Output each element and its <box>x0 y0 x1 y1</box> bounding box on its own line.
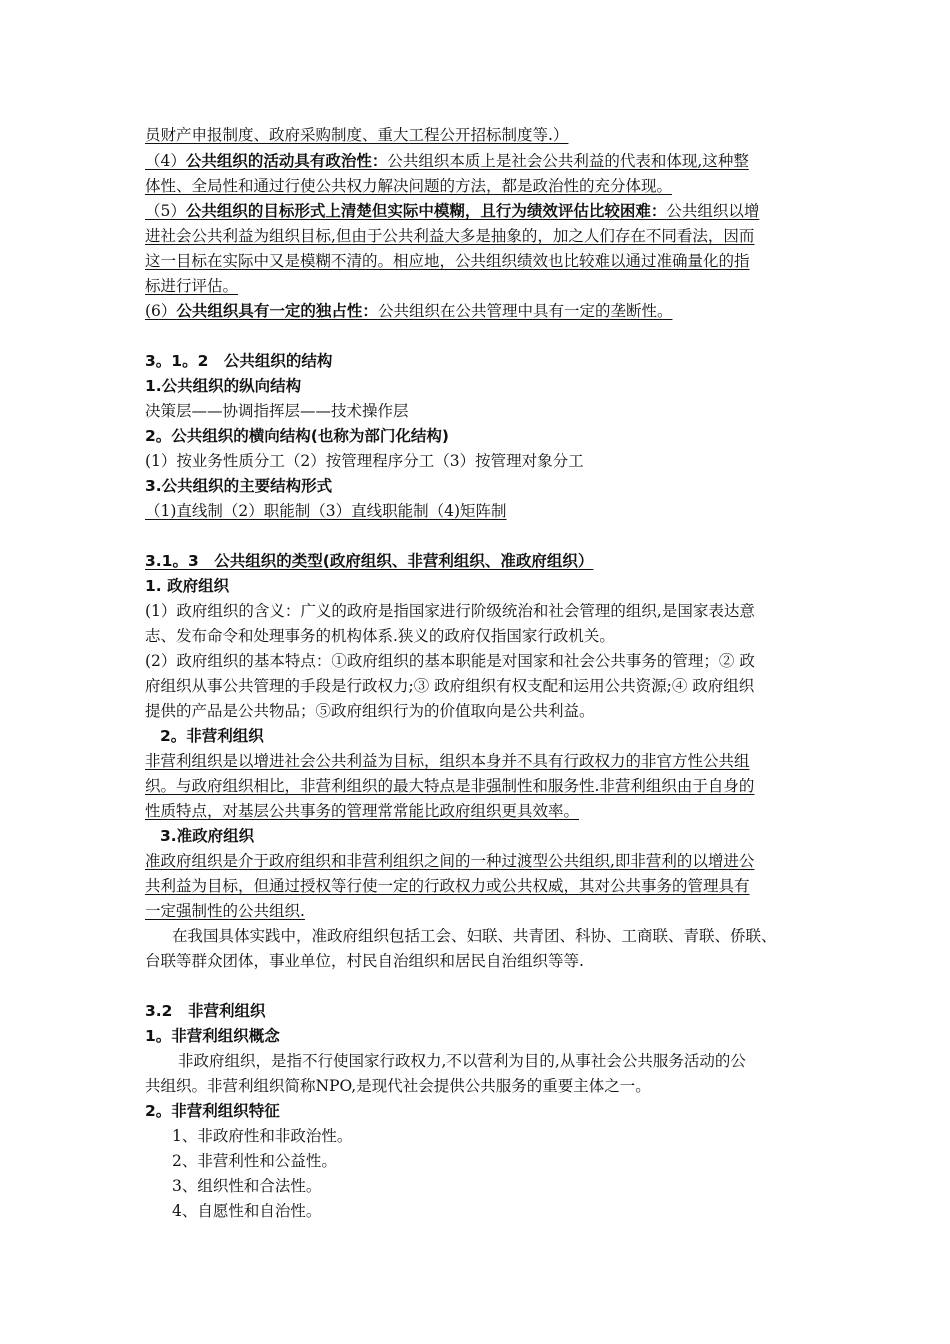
paragraph-5-line-1 <box>145 200 759 222</box>
text-line: (1）按业务性质分工（2）按管理程序分工（3）按管理对象分工 <box>145 452 584 470</box>
item-number: （5） <box>145 202 186 220</box>
list-item: 1、非政府性和非政治性。 <box>172 1127 353 1145</box>
text-line: 这一目标在实际中又是模糊不清的。相应地，公共组织绩效也比较难以通过准确量化的指 <box>145 252 750 270</box>
text-line: 志、发布命令和处理事务的机构体系.狭义的政府仅指国家行政机关。 <box>145 627 615 645</box>
text-span: 公共组织以增 <box>666 202 760 220</box>
item-number: (6） <box>145 302 177 320</box>
subheading: 3.公共组织的主要结构形式 <box>145 477 333 495</box>
paragraph-6-line-1 <box>145 300 672 322</box>
text-line: 共组织。非营利组织简称NPO,是现代社会提供公共服务的重要主体之一。 <box>145 1077 651 1095</box>
text-line: 共利益为目标，但通过授权等行使一定的行政权力或公共权威，其对公共事务的管理具有 <box>145 877 750 895</box>
text-line: 在我国具体实践中，准政府组织包括工会、妇联、共青团、科协、工商联、青联、侨联、 <box>172 927 777 945</box>
text-line: 非政府组织，是指不行使国家行政权力,不以营利为目的,从事社会公共服务活动的公 <box>178 1052 746 1070</box>
section-heading-32: 3.2 非营利组织 <box>145 1002 266 1020</box>
text-line: 性质特点，对基层公共事务的管理常常能比政府组织更具效率。 <box>145 802 580 820</box>
subheading: 1。非营利组织概念 <box>145 1027 280 1045</box>
text-line: 台联等群众团体，事业单位，村民自治组织和居民自治组织等等. <box>145 952 584 970</box>
list-item: 2、非营利性和公益性。 <box>172 1152 337 1170</box>
text-line: 提供的产品是公共物品；⑤政府组织行为的价值取向是公共利益。 <box>145 702 595 720</box>
paragraph-4-line-1 <box>145 150 749 172</box>
bold-term: 公共组织的活动具有政治性： <box>185 152 388 170</box>
text-line: 一定强制性的公共组织. <box>145 902 305 920</box>
bold-term: 公共组织具有一定的独占性： <box>176 302 378 320</box>
text-line: 进社会公共利益为组织目标,但由于公共利益大多是抽象的，加之人们存在不同看法，因而 <box>145 227 755 245</box>
text-line: 准政府组织是介于政府组织和非营利组织之间的一种过渡型公共组织,即非营利的以增进公 <box>145 852 755 870</box>
subheading: 1. 政府组织 <box>145 577 230 595</box>
text-span: 公共组织本质上是社会公共利益的代表和体现,这种整 <box>387 152 749 170</box>
subheading: 2。非营利组织 <box>160 727 264 745</box>
text-line: 标进行评估。 <box>145 277 239 295</box>
subheading: 1.公共组织的纵向结构 <box>145 377 302 395</box>
section-heading-313: 3.1。3 公共组织的类型(政府组织、非营利组织、准政府组织） <box>145 552 594 570</box>
text-line: 织。与政府组织相比，非营利组织的最大特点是非强制性和服务性.非营利组织由于自身的 <box>145 777 755 795</box>
list-item: 4、自愿性和自治性。 <box>172 1202 322 1220</box>
text-line: 府组织从事公共管理的手段是行政权力;③ 政府组织有权支配和运用公共资源;④ 政府组织 <box>145 677 755 695</box>
text-line: (1）政府组织的含义：广义的政府是指国家进行阶级统治和社会管理的组织,是国家表达意 <box>145 602 755 620</box>
text-line: (2）政府组织的基本特点：①政府组织的基本职能是对国家和社会公共事务的管理；② 政 <box>145 652 755 670</box>
subheading: 2。非营利组织特征 <box>145 1102 280 1120</box>
subheading: 2。公共组织的横向结构(也称为部门化结构) <box>145 427 449 445</box>
text-line: 员财产申报制度、政府采购制度、重大工程公开招标制度等.） <box>145 126 569 144</box>
text-line: 体性、全局性和通过行使公共权力解决问题的方法，都是政治性的充分体现。 <box>145 177 673 195</box>
text-line: 决策层——协调指挥层——技术操作层 <box>145 402 409 420</box>
text-span: 公共组织在公共管理中具有一定的垄断性。 <box>377 302 673 320</box>
list-item: 3、组织性和合法性。 <box>172 1177 322 1195</box>
subheading: 3.准政府组织 <box>160 827 255 845</box>
text-line: 非营利组织是以增进社会公共利益为目标，组织本身并不具有行政权力的非官方性公共组 <box>145 752 750 770</box>
text-line: （1)直线制（2）职能制（3）直线职能制（4)矩阵制 <box>145 502 507 520</box>
bold-term: 公共组织的目标形式上清楚但实际中模糊，且行为绩效评估比较困难： <box>185 202 667 220</box>
section-heading-312: 3。1。2 公共组织的结构 <box>145 352 333 370</box>
item-number: （4） <box>145 152 186 170</box>
